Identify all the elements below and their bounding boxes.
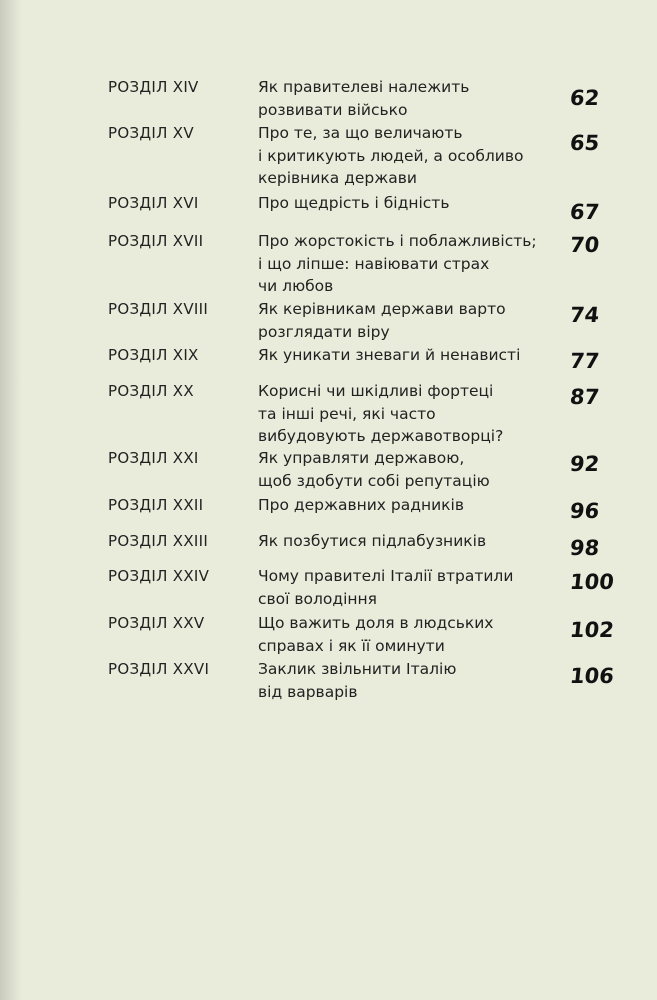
chapter-label: РОЗДІЛ XIX [108, 346, 199, 364]
chapter-label: РОЗДІЛ XXVI [108, 660, 210, 678]
chapter-label: РОЗДІЛ XXV [108, 614, 205, 632]
chapter-title: Про щедрість і бідність [258, 194, 450, 212]
chapter-title: Як управляти державою, щоб здобути собі репутацію [258, 449, 490, 490]
chapter-title: Про жорстокість і поблажливість; і що ліпше: навіювати страх чи любов [258, 232, 537, 295]
page-number: 77 [568, 349, 601, 373]
page-number: 98 [568, 536, 601, 560]
page-number: 65 [568, 131, 601, 155]
page-number: 70 [568, 233, 601, 257]
chapter-label: РОЗДІЛ XXIV [108, 567, 210, 585]
chapter-label: РОЗДІЛ XVII [108, 232, 204, 250]
chapter-title: Про державних радників [258, 496, 464, 514]
chapter-title: Як позбутися підлабузників [258, 532, 487, 550]
page-number: 74 [568, 303, 601, 327]
chapter-title: Як уникати зневаги й ненависті [258, 346, 521, 364]
page-number: 106 [568, 664, 616, 688]
chapter-title: Як правителеві належить розвивати військо [258, 78, 470, 119]
chapter-label: РОЗДІЛ XIV [108, 78, 199, 96]
page-number: 87 [568, 385, 601, 409]
chapter-title: Заклик звільнити Італію від варварів [258, 660, 457, 701]
page-number: 102 [568, 618, 616, 642]
chapter-title: Чому правителі Італії втратили свої володіння [258, 567, 514, 608]
chapter-title: Як керівникам держави варто розглядати віру [258, 300, 506, 341]
page-number: 67 [568, 200, 601, 224]
page-number: 62 [568, 86, 601, 110]
chapter-label: РОЗДІЛ XXIII [108, 532, 209, 550]
page-number: 92 [568, 452, 601, 476]
page-number: 100 [568, 570, 616, 594]
chapter-title: Корисні чи шкідливі фортеці та інші речі, які часто вибудовують державотворці? [258, 382, 504, 445]
chapter-title: Що важить доля в людських справах і як її оминути [258, 614, 494, 655]
page-number: 96 [568, 499, 601, 523]
chapter-label: РОЗДІЛ XVIII [108, 300, 209, 318]
chapter-title: Про те, за що величають і критикують людей, а особливо керівника держави [258, 124, 524, 187]
chapter-label: РОЗДІЛ XVI [108, 194, 199, 212]
chapter-label: РОЗДІЛ XXI [108, 449, 199, 467]
chapter-label: РОЗДІЛ XXII [108, 496, 204, 514]
chapter-label: РОЗДІЛ XX [108, 382, 194, 400]
chapter-label: РОЗДІЛ XV [108, 124, 194, 142]
